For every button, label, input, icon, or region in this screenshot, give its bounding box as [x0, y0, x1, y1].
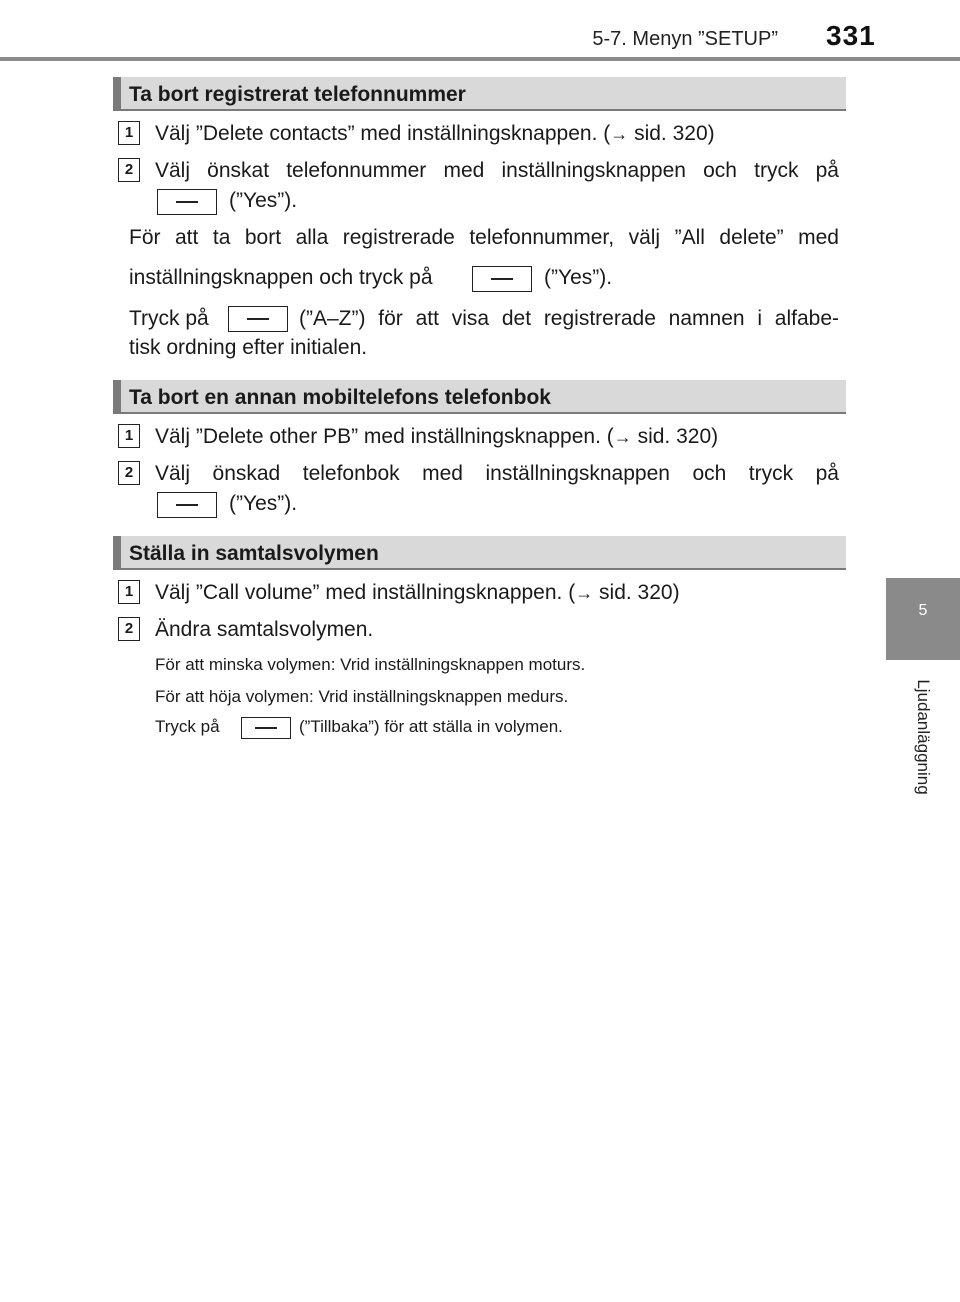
- chapter-number: 5: [918, 602, 928, 619]
- chapter-label: Ljudanläggning: [914, 679, 933, 795]
- step-text: Välj önskad telefonbok med inställningsknappen och tryck på: [155, 462, 839, 485]
- step-text: Välj önskat telefonnummer med inställningsknappen och tryck på: [155, 159, 839, 182]
- a-z-button-icon: [228, 306, 288, 332]
- step-number: 2: [118, 158, 140, 182]
- note-text: (”Tillbaka”) för att ställa in volymen.: [299, 717, 563, 736]
- note-text: För att höja volymen: Vrid inställningsknappen medurs.: [155, 687, 569, 706]
- step-number: 1: [118, 580, 140, 604]
- yes-button-icon: [157, 189, 217, 215]
- note-text: Tryck på: [155, 717, 220, 736]
- chapter-tab: [886, 578, 960, 660]
- header-rule: [0, 57, 960, 61]
- note-text: För att minska volymen: Vrid inställningsknappen moturs.: [155, 655, 586, 674]
- yes-button-icon: [472, 266, 532, 292]
- step-text: Välj ”Delete other PB” med inställningsknappen. (→ sid. 320): [155, 425, 719, 448]
- arrow-right-icon: →: [575, 583, 594, 603]
- paragraph-text: (”Yes”).: [544, 266, 613, 289]
- step-text: Ändra samtalsvolymen.: [155, 618, 374, 641]
- arrow-right-icon: →: [613, 427, 632, 447]
- step-text: (”Yes”).: [229, 189, 298, 212]
- step-text: (”Yes”).: [229, 492, 298, 515]
- step-text: Välj ”Delete contacts” med inställningsknappen. (→ sid. 320): [155, 122, 715, 145]
- step-text: Välj ”Call volume” med inställningsknappen. (→ sid. 320): [155, 581, 680, 604]
- yes-button-icon: [157, 492, 217, 518]
- step-number: 1: [118, 121, 140, 145]
- paragraph-text: Tryck på: [129, 307, 209, 330]
- paragraph-text: tisk ordning efter initialen.: [129, 336, 368, 359]
- section-heading: Ta bort registrerat telefonnummer: [113, 77, 846, 111]
- paragraph-text: inställningsknappen och tryck på: [129, 266, 433, 289]
- section-title: 5-7. Menyn ”SETUP”: [592, 28, 778, 50]
- paragraph-text: För att ta bort alla registrerade telefonnummer, välj ”All delete” med: [129, 226, 839, 249]
- section-heading: Ställa in samtalsvolymen: [113, 536, 846, 570]
- paragraph-text: (”A–Z”) för att visa det registrerade namnen i alfabe-: [299, 307, 839, 330]
- back-button-icon: [241, 717, 291, 739]
- step-number: 2: [118, 461, 140, 485]
- step-number: 1: [118, 424, 140, 448]
- section-heading: Ta bort en annan mobiltelefons telefonbok: [113, 380, 846, 414]
- step-number: 2: [118, 617, 140, 641]
- arrow-right-icon: →: [610, 124, 629, 144]
- page-number: 331: [826, 20, 876, 51]
